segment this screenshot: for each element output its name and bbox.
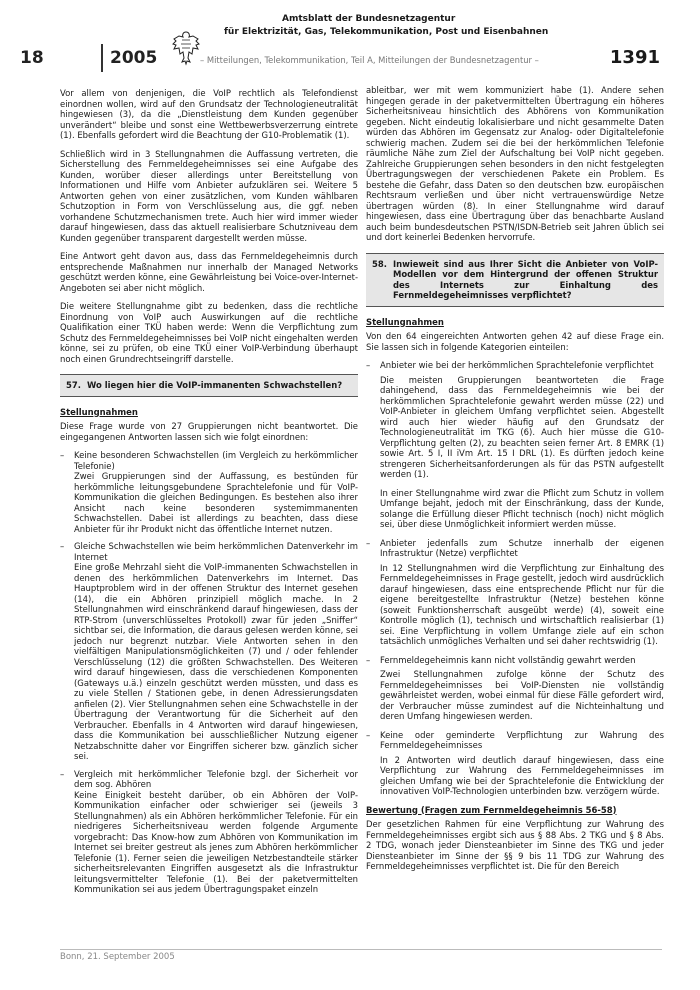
federal-eagle-icon [170,28,202,68]
issue-year: 2005 [110,48,158,68]
list-dash: – [60,450,65,460]
paragraph: Diese Frage wurde von 27 Gruppierungen nicht beantwortet. Die eingegangenen Antworten lassen sich wie folgt einordnen: [60,421,358,442]
paragraph: Vor allem von denjenigen, die VoIP rechtlich als Telefondienst einordnen wollen, wird auf den Grundsatz der Technologieneutralität hingewiesen (3), da die „Dienstleistung dem Kunden gegenüber unverändert“ bleibe und sonst eine Wettbewerbsverzerrung eintrete (1). Ebenfalls gefordert wird die Beachtung der G10-Problematik (1). [60,88,358,140]
list-item [366,655,664,666]
question-number: 57. [66,380,81,390]
evaluation-heading: Bewertung (Fragen zum Fernmeldegeheimnis 56-58) [366,804,617,815]
paragraph: Von den 64 eingereichten Antworten gehen 42 auf diese Frage ein. Sie lassen sich in folgende Kategorien einteilen: [366,331,664,352]
list-item [60,450,358,534]
list-item-body: In 2 Antworten wird deutlich darauf hingewiesen, dass eine Verpflichtung zur Wahrung des Fernmeldegeheimnisses im gleichen Umfang wie bei der Sprachtelefonie die Entwicklung der innovativen VoIP-Technologien unterbinden bzw. verzögern würde. [380,754,664,796]
list-item [366,730,664,751]
list-item [60,541,358,762]
gazette-section: – Mitteilungen, Telekommunikation, Teil A, Mitteilungen der Bundesnetzagentur – [200,55,539,65]
left-column [60,88,358,902]
paragraph: Schließlich wird in 3 Stellungnahmen die Auffassung vertreten, die Sicherstellung des Fernmeldegeheimnisses sei eine Aufgabe des Kunden, worüber dieser allerdings unter Bereitstellung von Informationen und Hilfe vom Anbieter aufzuklären sei. Weitere 5 Antworten gehen von einer zusätzlichen, vom Kunden wählbaren Schutzoption in Form von Verschlüsselung aus, die ggf. neben vorhandene Schutzmechanismen trete. Auch hier wird immer wieder darauf hingewiesen, dass das aktuell realisierbare Schutzniveau dem Kunden gegenüber transparent dargestellt werden müsse. [60,148,358,243]
paragraph: Eine Antwort geht davon aus, dass das Fernmeldegeheimnis durch entsprechende Maßnahmen nur innerhalb der Managed Networks geschützt werden könne, eine Gewährleistung bei Voice-over-Internet-Angeboten sei aber nicht möglich. [60,251,358,293]
list-dash: – [366,729,371,740]
list-dash: – [60,768,65,779]
gazette-subtitle: für Elektrizität, Gas, Telekommunikation, Post und Eisenbahnen [224,27,549,37]
header-divider [101,44,103,72]
paragraph: Der gesetzlichen Rahmen für eine Verpflichtung zur Wahrung des Fernmeldegeheimnisses ergibt sich aus § 88 Abs. 2 TKG und § 8 Abs. 2 TDG, wonach jeder Diensteanbieter im Sinne des TKG und jeder Diensteanbieter im Sinne der §§ 9 bis 11 TDG zur Wahrung des Fernmeldegeheimnisses verpflichtet ist. Die für den Bereich [366,819,664,871]
list-dash: – [366,654,371,665]
question-57-box [60,374,358,397]
paragraph: Die weitere Stellungnahme gibt zu bedenken, dass die rechtliche Einordnung von VoIP auch Auswirkungen auf die rechtliche Qualifikation einer TKÜ haben werde: Wenn die Verpflichtung zum Schutz des Fernmeldegeheimnisses bei VoIP nicht eingehalten werden könne, sei zu prüfen, ob eine TKÜ einer VoIP-Verbindung überhaupt noch einen Grundrechtseingriff darstelle. [60,301,358,364]
list-dash: – [366,537,371,548]
list-item [366,360,664,371]
list-item-body: Eine große Mehrzahl sieht die VoIP-immanenten Schwachstellen in denen des herkömmlichen Datenverkehrs im Internet. Das Hauptproblem wird in der offenen Struktur des Internet gesehen (14), die ein Abhören prinzipiell möglich mache. In 2 Stellungnahmen wird einschränkend darauf hingewiesen, dass der RTP-Strom (unverschlüsseltes Protokoll) zwar für jeden „Sniffer“ sichtbar sei, die Information, die daraus gelesen werden könne, sei jedoch nur begrenzt nutzbar. Viele Antworten sehen in den vielfältigen Manipulationsmöglichkeiten (7) und / oder fehlender Verschlüsselung (12) die größten Schwachstellen. Des Weiteren wird darauf hingewiesen, dass die verschiedenen Komponenten (Gateways u.ä.) einzeln geschützt werden müssten, und dass es zu viele Stellen / Stationen gebe, in denen Adressierungsdaten anfielen (2). Vier Stellungnahmen sehen eine Schwachstelle in der Übertragung der Verantwortung für die Sicherheit auf den Verbraucher. Ebenfalls in 4 Antworten wird darauf hingewiesen, dass die Kommunikation bei ausschließlicher Nutzung eigener Netzabschnitte daher vor Eingriffen sicherer bzw. gänzlich sicher sei. [74,562,358,761]
list-item-body: In einer Stellungnahme wird zwar die Pflicht zum Schutz in vollem Umfange bejaht, jedoch mit der Einschränkung, dass der Kunde, solange die Erfüllung dieser Pflicht technisch (noch) nicht möglich sei, über diese Unmöglichkeit informiert werden müsse. [380,487,664,529]
list-item-heading: Vergleich mit herkömmlicher Telefonie bzgl. der Sicherheit vor dem sog. Abhören [74,768,358,789]
list-item [60,769,358,895]
list-item [366,538,664,559]
list-dash: – [60,541,65,551]
footer-divider [60,949,662,950]
list-item-body: In 12 Stellungnahmen wird die Verpflichtung zur Einhaltung des Fernmeldegeheimnisses in Frage gestellt, jedoch wird ausdrücklich darauf hingewiesen, dass eine entsprechende Pflicht nur für die eigene bereitgestellte Infrastruktur (Netze) bestehen könne (soweit Funktionsherrschaft ausgeübt werde) (4), soweit eine Kontrolle möglich (1), technisch und wirtschaftlich realisierbar (1) sei. Eine Verpflichtung in vollem Umfange ziele auf ein schon tatsächlich unmögliches Verhalten und sei daher rechtswidrig (1). [380,562,664,646]
list-item-body: Zwei Gruppierungen sind der Auffassung, es bestünden für herkömmliche leitungsgebundene Sprachtelefonie und für VoIP-Kommunikation die gleichen Bedingungen. Es bestehen also ihrer Ansicht nach keine besonderen systemimmanenten Schwachstellen. Dabei ist allerdings zu beachten, dass diese Anbieter für ihr Produkt nicht das öffentliche Internet nutzen. [74,471,358,534]
question-58-box [366,253,664,307]
list-item-heading: Anbieter jedenfalls zum Schutze innerhalb der eigenen Infrastruktur (Netze) verpflichtet [380,537,664,558]
issue-number: 18 [20,48,44,68]
list-item-body: Keine Einigkeit besteht darüber, ob ein Abhören der VoIP-Kommunikation einfacher oder schwieriger sei (jeweils 3 Stellungnahmen) als ein Abhören herkömmlicher Telefonie. Für ein niedrigeres Sicherheitsniveau werden folgende Argumente vorgebracht: Das Know-how zum Abhören von Kommunikation im Internet sei breiter gestreut als jenes zum Abhören herkömmlicher Telefonie (1). Ferner seien die jeweiligen Netzbestandteile stärker sicherheitsrelevanten Eingriffen ausgesetzt als die Infrastruktur leitungsvermittelter Telefonie (1). Bei der paketvermittelten Kommunikation sei aus jedem Übertragungspaket einzeln [74,789,358,894]
list-item-heading: Gleiche Schwachstellen wie beim herkömmlichen Datenverkehr im Internet [74,541,358,562]
gazette-title: Amtsblatt der Bundesnetzagentur [282,14,456,24]
list-item-heading: Anbieter wie bei der herkömmlichen Sprachtelefonie verpflichtet [380,360,654,370]
question-text: Wo liegen hier die VoIP-immanenten Schwachstellen? [86,380,343,390]
list-item-body: Die meisten Gruppierungen beantworteten die Frage dahingehend, dass das Fernmeldegeheimnis wie bei der herkömmlichen Sprachtelefonie gewahrt werden müsse (22) und VoIP-Anbieter in gleichem Umfang verpflichtet seien. Abgestellt wird auch hier wieder häufig auf den Grundsatz der Technologieneutralität im TKG (6). Auch hier müsse die G10-Verpflichtung gelten (2), zu beachten seien ferner Art. 8 EMRK (1) sowie Art. 5 I, II iVm Art. 15 I DRL (1). Es dürften jedoch keine strengeren Sicherheitsanforderungen als für das PSTN aufgestellt werden (1). [380,374,664,479]
paragraph: ableitbar, wer mit wem kommuniziert habe (1). Andere sehen hingegen gerade in der paketvermittelten Übertragung ein höheres Sicherheitsniveau hinsichtlich des Abhörens von Kommunikation gegeben. Nicht eindeutig lokalisierbare und nicht gesammelte Daten würden das Abhören im Gegensatz zur Analog- oder Digitaltelefonie schwierig machen. Zudem sei die bei der herkömmlichen Telefonie räumliche Nähe zum Ziel der Aufschaltung bei VoIP nicht gegeben. Zahlreiche Gruppierungen sehen besonders in den nicht festgelegten Übertragungswegen der verschiedenen Pakete ein Problem. Es bestehe die Gefahr, dass Daten so den deutschen bzw. europäischen Rechtsraum verließen und über nicht vertrauenswürdige Netze übertragen würden (8). In einer Stellungnahme wird darauf hingewiesen, dass eine Übertragung über das benachbarte Ausland auch beim bundesdeutschen PSTN/ISDN-Betrieb seit Jahren üblich sei und dort keinerlei Bedenken hervorrufe. [366,85,664,242]
list-item-body: Zwei Stellungnahmen zufolge könne der Schutz des Fernmeldegeheimnisses bei VoIP-Diensten nie vollständig gewährleistet werden, wobei einmal für diese Fälle gefordert wird, der Verbraucher müsse zumindest auf die Nichteinhaltung und deren Umfang hingewiesen werden. [380,669,664,721]
list-item-heading: Fernmeldegeheimnis kann nicht vollständig gewahrt werden [380,654,636,665]
section-heading: Stellungnahmen [60,406,138,417]
section-heading: Stellungnahmen [366,316,444,327]
list-dash: – [366,360,371,370]
page-number: 1391 [609,47,660,68]
list-item-heading: Keine besonderen Schwachstellen (im Vergleich zu herkömmlicher Telefonie) [74,450,358,471]
footer-date: Bonn, 21. September 2005 [60,952,175,962]
list-item-heading: Keine oder geminderte Verpflichtung zur Wahrung des Fernmeldegeheimnisses [380,729,664,750]
question-text: Inwieweit sind aus Ihrer Sicht die Anbieter von VoIP-Modellen vor dem Hintergrund der offenen Struktur des Internets zur Einhaltung des Fernmeldegeheimnisses verpflichtet? [392,258,658,300]
right-column [366,85,664,880]
question-number: 58. [372,258,387,269]
